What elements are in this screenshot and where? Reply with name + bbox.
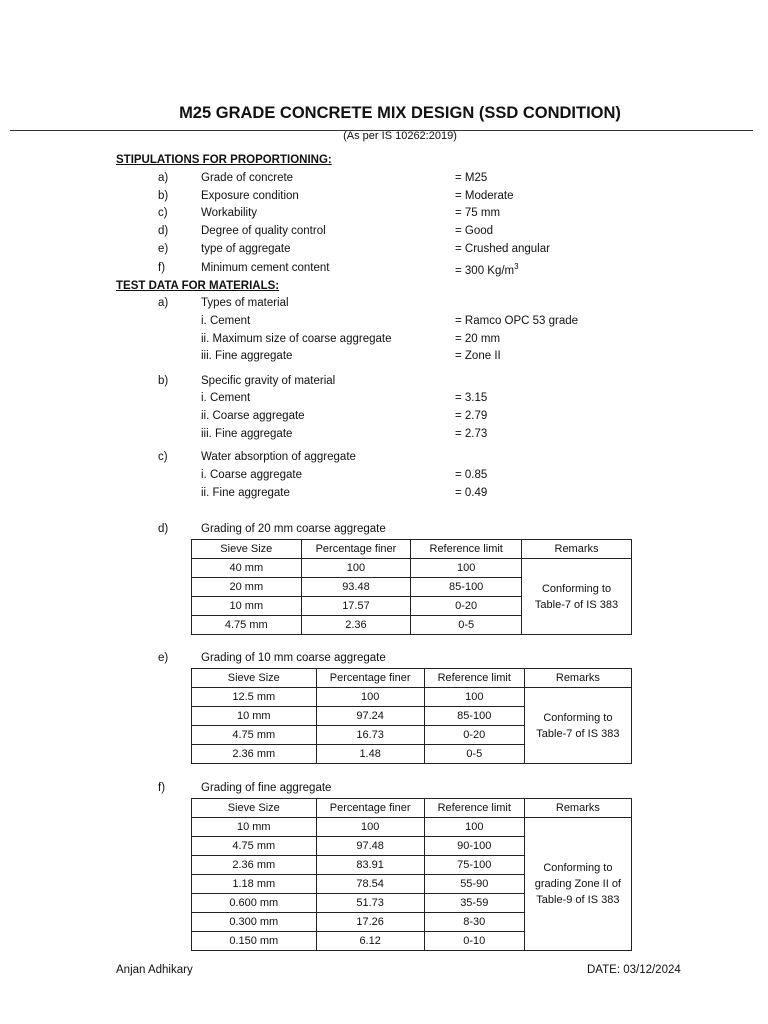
stip-value: = M25	[455, 172, 488, 184]
percentage-finer-cell: 83.91	[316, 856, 424, 875]
sieve-size-cell: 2.36 mm	[192, 856, 317, 875]
column-header: Sieve Size	[192, 799, 317, 818]
stip-label: type of aggregate	[201, 243, 291, 255]
column-header: Remarks	[524, 669, 631, 688]
column-header: Percentage finer	[316, 669, 424, 688]
material-label: i. Cement	[201, 392, 251, 404]
page-title: M25 GRADE CONCRETE MIX DESIGN (SSD CONDITION)	[179, 104, 621, 122]
stip-label: Minimum cement content	[201, 262, 330, 274]
stip-label: Exposure condition	[201, 190, 299, 202]
stip-letter: c)	[158, 207, 168, 219]
stip-value: = Moderate	[455, 190, 514, 202]
percentage-finer-cell: 51.73	[316, 894, 424, 913]
percentage-finer-cell: 93.48	[301, 578, 411, 597]
reference-limit-cell: 100	[424, 818, 524, 837]
percentage-finer-cell: 1.48	[316, 745, 424, 764]
reference-limit-cell: 75-100	[424, 856, 524, 875]
table-header-row	[192, 669, 632, 688]
percentage-finer-cell: 2.36	[301, 616, 411, 635]
stip-letter: d)	[158, 225, 169, 237]
sieve-size-cell: 2.36 mm	[192, 745, 317, 764]
section-letter: c)	[158, 451, 168, 463]
stip-letter: b)	[158, 190, 169, 202]
sieve-size-cell: 4.75 mm	[192, 837, 317, 856]
percentage-finer-cell: 100	[316, 818, 424, 837]
section-letter: f)	[158, 782, 166, 794]
reference-limit-cell: 8-30	[424, 913, 524, 932]
percentage-finer-cell: 17.26	[316, 913, 424, 932]
table-row	[192, 818, 632, 837]
section-letter: d)	[158, 523, 169, 535]
grading-fine-aggregate-table	[191, 798, 632, 951]
sieve-size-cell: 0.150 mm	[192, 932, 317, 951]
percentage-finer-cell: 6.12	[316, 932, 424, 951]
material-value: = 0.85	[455, 469, 488, 481]
stip-letter: a)	[158, 172, 169, 184]
material-label: iii. Fine aggregate	[201, 350, 293, 362]
material-value: = Ramco OPC 53 grade	[455, 315, 579, 327]
percentage-finer-cell: 16.73	[316, 726, 424, 745]
percentage-finer-cell: 97.48	[316, 837, 424, 856]
column-header: Reference limit	[411, 540, 522, 559]
sieve-size-cell: 40 mm	[192, 559, 302, 578]
percentage-finer-cell: 17.57	[301, 597, 411, 616]
reference-limit-cell: 90-100	[424, 837, 524, 856]
reference-limit-cell: 0-20	[411, 597, 522, 616]
reference-limit-cell: 0-5	[424, 745, 524, 764]
sieve-size-cell: 20 mm	[192, 578, 302, 597]
stip-label: Degree of quality control	[201, 225, 326, 237]
section-title: Grading of fine aggregate	[201, 782, 332, 794]
material-label: i. Coarse aggregate	[201, 469, 303, 481]
stipulations-heading: STIPULATIONS FOR PROPORTIONING:	[116, 154, 332, 166]
sieve-size-cell: 1.18 mm	[192, 875, 317, 894]
column-header: Remarks	[522, 540, 632, 559]
sieve-size-cell: 10 mm	[192, 707, 317, 726]
material-label: ii. Fine aggregate	[201, 487, 290, 499]
column-header: Percentage finer	[301, 540, 411, 559]
reference-limit-cell: 55-90	[424, 875, 524, 894]
reference-limit-cell: 0-20	[424, 726, 524, 745]
material-label: i. Cement	[201, 315, 251, 327]
section-title: Grading of 20 mm coarse aggregate	[201, 523, 386, 535]
column-header: Reference limit	[424, 799, 524, 818]
sieve-size-cell: 4.75 mm	[192, 616, 302, 635]
stip-letter: e)	[158, 243, 169, 255]
section-letter: e)	[158, 652, 169, 664]
material-value: = 0.49	[455, 487, 488, 499]
remarks-cell: Conforming to Table-7 of IS 383	[522, 559, 632, 635]
table-header-row	[192, 799, 632, 818]
section-title: Types of material	[201, 297, 289, 309]
column-header: Reference limit	[424, 669, 524, 688]
percentage-finer-cell: 100	[316, 688, 424, 707]
sieve-size-cell: 10 mm	[192, 597, 302, 616]
section-letter: b)	[158, 375, 169, 387]
material-value: = 2.73	[455, 428, 488, 440]
material-value: = Zone II	[455, 350, 501, 362]
column-header: Sieve Size	[192, 669, 317, 688]
reference-limit-cell: 85-100	[424, 707, 524, 726]
sieve-size-cell: 10 mm	[192, 818, 317, 837]
stip-value: = 300 $Kg/m^3$	[455, 262, 519, 277]
reference-limit-cell: 100	[411, 559, 522, 578]
stip-value: = Good	[455, 225, 494, 237]
stip-value: = 75 mm	[455, 207, 501, 219]
column-header: Remarks	[524, 799, 631, 818]
stip-label: Workability	[201, 207, 258, 219]
reference-limit-cell: 0-10	[424, 932, 524, 951]
reference-limit-cell: 100	[424, 688, 524, 707]
percentage-finer-cell: 100	[301, 559, 411, 578]
sieve-size-cell: 0.600 mm	[192, 894, 317, 913]
sieve-size-cell: 4.75 mm	[192, 726, 317, 745]
percentage-finer-cell: 97.24	[316, 707, 424, 726]
stip-label: Grade of concrete	[201, 172, 294, 184]
reference-limit-cell: 35-59	[424, 894, 524, 913]
grading-10mm-table	[191, 668, 632, 764]
sieve-size-cell: 0.300 mm	[192, 913, 317, 932]
column-header: Percentage finer	[316, 799, 424, 818]
material-label: ii. Maximum size of coarse aggregate	[201, 333, 392, 345]
stip-value: = Crushed angular	[455, 243, 550, 255]
document-date: DATE: 03/12/2024	[587, 964, 681, 976]
remarks-cell: Conforming to Table-7 of IS 383	[524, 688, 631, 764]
material-label: iii. Fine aggregate	[201, 428, 293, 440]
material-value: = 3.15	[455, 392, 488, 404]
section-title: Water absorption of aggregate	[201, 451, 356, 463]
section-title: Specific gravity of material	[201, 375, 336, 387]
section-title: Grading of 10 mm coarse aggregate	[201, 652, 386, 664]
material-value: = 20 mm	[455, 333, 501, 345]
reference-limit-cell: 0-5	[411, 616, 522, 635]
percentage-finer-cell: 78.54	[316, 875, 424, 894]
material-label: ii. Coarse aggregate	[201, 410, 305, 422]
test-data-heading: TEST DATA FOR MATERIALS:	[116, 280, 280, 292]
page-subtitle: (As per IS 10262:2019)	[343, 130, 457, 142]
material-value: = 2.79	[455, 410, 488, 422]
column-header: Sieve Size	[192, 540, 302, 559]
table-row	[192, 688, 632, 707]
author-name: Anjan Adhikary	[116, 964, 193, 976]
table-row	[192, 559, 632, 578]
remarks-cell: Conforming to grading Zone II of Table-9 of IS 383	[524, 818, 631, 951]
table-header-row	[192, 540, 632, 559]
sieve-size-cell: 12.5 mm	[192, 688, 317, 707]
section-letter: a)	[158, 297, 169, 309]
reference-limit-cell: 85-100	[411, 578, 522, 597]
stip-letter: f)	[158, 262, 166, 274]
grading-20mm-table	[191, 539, 632, 635]
